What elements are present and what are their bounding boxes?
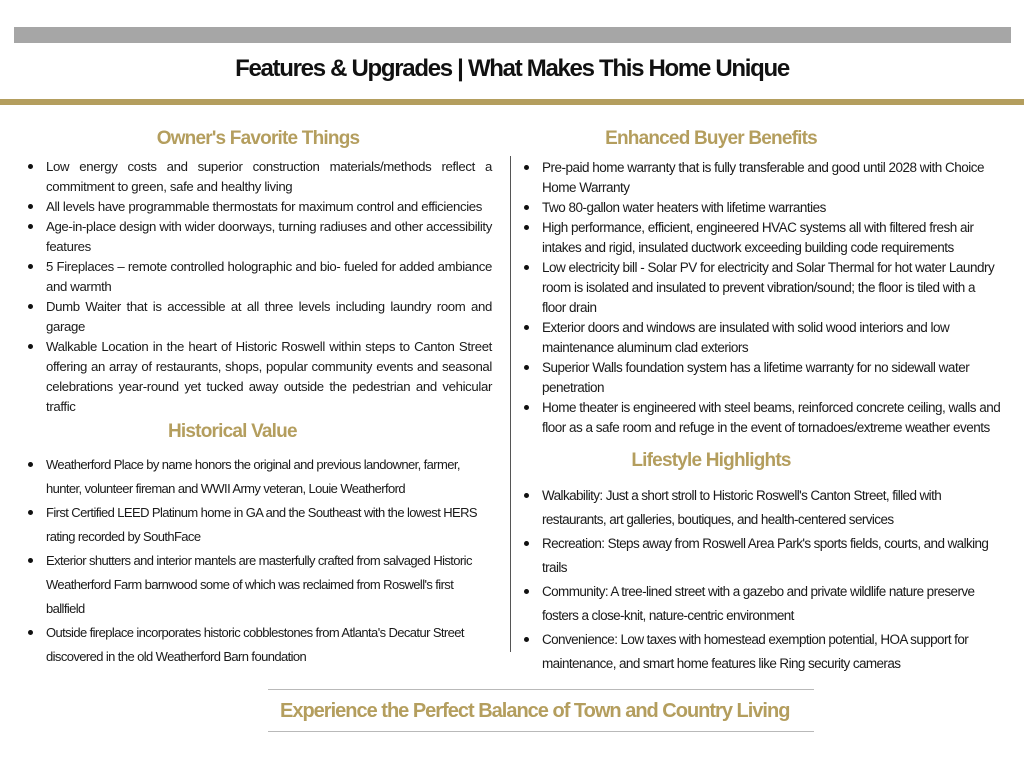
- list-item: Superior Walls foundation system has a lifetime warranty for no sidewall water penetration: [520, 358, 1002, 398]
- page-title: Features & Upgrades | What Makes This Home Unique: [235, 55, 789, 82]
- tagline-top-rule: [268, 689, 814, 690]
- list-item: Home theater is engineered with steel beams, reinforced concrete ceiling, walls and floor as a safe room and refuge in the event of tornadoes/extreme weather events: [520, 398, 1002, 438]
- list-item: Recreation: Steps away from Roswell Area Park's sports fields, courts, and walking trails: [520, 532, 1002, 580]
- list-item: Pre-paid home warranty that is fully transferable and good until 2028 with Choice Home Warranty: [520, 158, 1002, 198]
- list-item: 5 Fireplaces – remote controlled holographic and bio- fueled for added ambiance and warmth: [24, 257, 492, 297]
- list-item: Weatherford Place by name honors the original and previous landowner, farmer, hunter, volunteer fireman and WWII Army veteran, Louie Weatherford: [24, 453, 492, 501]
- list-item: High performance, efficient, engineered HVAC systems all with filtered fresh air intakes and rigid, insulated ductwork exceeding building code requirements: [520, 218, 1002, 258]
- list-item: Exterior shutters and interior mantels are masterfully crafted from salvaged Historic Weatherford Farm barnwood some of which was reclaimed from Roswell's first ballfield: [24, 549, 492, 621]
- lifestyle-list: [520, 484, 1002, 676]
- list-item: All levels have programmable thermostats for maximum control and efficiencies: [24, 197, 492, 217]
- list-item: Walkability: Just a short stroll to Historic Roswell's Canton Street, filled with restaurants, art galleries, boutiques, and health-centered services: [520, 484, 1002, 532]
- list-item: Age-in-place design with wider doorways, turning radiuses and other accessibility features: [24, 217, 492, 257]
- historical-heading: Historical Value: [168, 421, 297, 442]
- historical-list: [24, 453, 492, 669]
- list-item: First Certified LEED Platinum home in GA and the Southeast with the lowest HERS rating recorded by SouthFace: [24, 501, 492, 549]
- favorites-heading: Owner's Favorite Things: [156, 128, 360, 149]
- benefits-list: [520, 158, 1002, 438]
- list-item: Community: A tree-lined street with a gazebo and private wildlife nature preserve fosters a close-knit, nature-centric environment: [520, 580, 1002, 628]
- tagline: Experience the Perfect Balance of Town and Country Living: [280, 700, 790, 722]
- list-item: Outside fireplace incorporates historic cobblestones from Atlanta's Decatur Street discovered in the old Weatherford Barn foundation: [24, 621, 492, 669]
- top-gray-bar: [14, 27, 1011, 43]
- list-item: Low energy costs and superior construction materials/methods reflect a commitment to green, safe and healthy living: [24, 157, 492, 197]
- column-divider: [510, 156, 511, 652]
- list-item: Convenience: Low taxes with homestead exemption potential, HOA support for maintenance, and smart home features like Ring security cameras: [520, 628, 1002, 676]
- list-item: Two 80-gallon water heaters with lifetime warranties: [520, 198, 1002, 218]
- tagline-bottom-rule: [268, 731, 814, 732]
- list-item: Low electricity bill - Solar PV for electricity and Solar Thermal for hot water Laundry room is isolated and insulated to prevent vibration/sound; the floor is tiled with a floor drain: [520, 258, 1002, 318]
- benefits-heading: Enhanced Buyer Benefits: [605, 128, 817, 149]
- favorites-list: [24, 157, 492, 417]
- right-column: [520, 128, 1002, 676]
- list-item: Dumb Waiter that is accessible at all three levels including laundry room and garage: [24, 297, 492, 337]
- list-item: Walkable Location in the heart of Historic Roswell within steps to Canton Street offering an array of restaurants, shops, popular community events and seasonal celebrations year-round yet tucked away outside the pedestrian and vehicular traffic: [24, 337, 492, 417]
- left-column: [24, 128, 492, 669]
- lifestyle-heading: Lifestyle Highlights: [631, 450, 791, 471]
- list-item: Exterior doors and windows are insulated with solid wood interiors and low maintenance aluminum clad exteriors: [520, 318, 1002, 358]
- title-gold-rule: [0, 99, 1024, 105]
